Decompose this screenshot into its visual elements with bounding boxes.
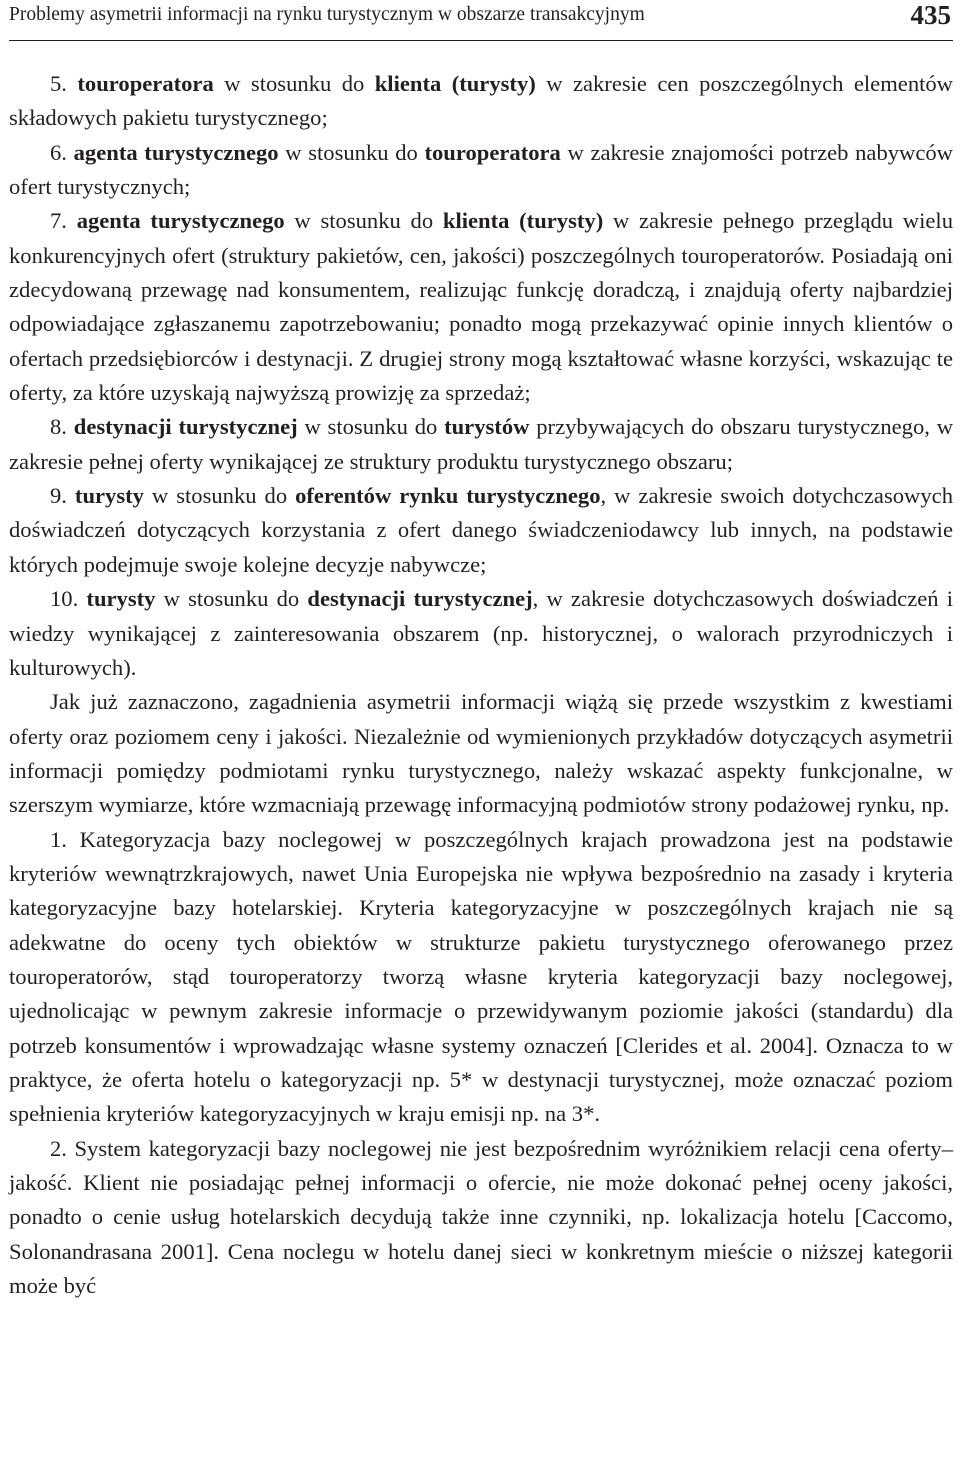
bold-term: touroperatora (424, 139, 561, 165)
body-paragraph: Jak już zaznaczono, zagadnienia asymetrii informacji wiążą się przede wszystkim z kwestiami oferty oraz poziomem ceny i jakości. Niezależnie od wymienionych przykładów dotyczących asymetrii informacji pomiędzy podmiotami rynku turystycznego, należy wskazać aspekty funkcjonalne, w szerszym wymiarze, które wzmacniają przewagę informacyjną podmiotów strony podażowej rynku, np. (9, 689, 953, 818)
list-item-8: 8. destynacji turystycznej w stosunku do turystów przybywających do obszaru turystycznego, w zakresie pełnej oferty wynikającej ze struktury produktu turystycznego obszaru; (9, 414, 954, 474)
list-item-10: 10. turysty w stosunku do destynacji turystycznej, w zakresie dotychczasowych doświadczeń i wiedzy wynikającej z zainteresowania obszarem (np. historycznej, o walorach przyrodniczych i kulturowych). (9, 586, 953, 680)
item-number: 7. (50, 208, 67, 234)
list-item-5: 5. touroperatora w stosunku do klienta (turysty) w zakresie cen poszczególnych elementów składowych pakietu turystycznego; (9, 71, 954, 131)
bold-term: destynacji turystycznej (73, 414, 298, 440)
list-item-9: 9. turysty w stosunku do oferentów rynku turystycznego, w zakresie swoich dotychczasowych doświadczeń dotyczących korzystania z ofert danego świadczeniodawcy lub innych, na podstawie których podejmuje swoje kolejne decyzje nabywcze; (9, 483, 953, 577)
bold-term: destynacji turystycznej (307, 586, 533, 612)
bold-term: turysty (74, 483, 144, 509)
bold-term: agenta turystycznego (76, 208, 285, 234)
item-number: 8. (50, 414, 67, 440)
running-header (9, 0, 953, 41)
item-number: 5. (50, 71, 67, 96)
bold-term: klienta (turysty) (374, 71, 536, 96)
bold-term: turystów (444, 414, 530, 440)
item-number: 10. (50, 586, 79, 612)
bold-term: klienta (turysty) (442, 208, 604, 234)
page-body (9, 41, 953, 1303)
bold-term: oferentów rynku turystycznego (295, 483, 601, 509)
bold-term: turysty (86, 586, 156, 612)
item-number: 6. (50, 139, 67, 165)
bold-term: agenta turystycznego (73, 139, 279, 165)
list-item-6: 6. agenta turystycznego w stosunku do touroperatora w zakresie znajomości potrzeb nabywców ofert turystycznych; (9, 139, 953, 200)
body-paragraph: 2. System kategoryzacji bazy noclegowej nie jest bezpośrednim wyróżnikiem relacji cena oferty–jakość. Klient nie posiadając pełnej informacji o ofercie, nie może dokonać pełnej oceny jakości, ponadto o cenie usług hotelarskich decydują także inne czynniki, np. lokalizacja hotelu [Caccomo, Solonandrasana 2001]. Cena noclegu w hotelu danej sieci w konkretnym mieście o niższej kategorii może być (9, 1135, 953, 1299)
page-number: 435 (910, 0, 951, 30)
item-number: 9. (50, 483, 67, 509)
list-item-7: 7. agenta turystycznego w stosunku do klienta (turysty) w zakresie pełnego przeglądu wielu konkurencyjnych ofert (struktury pakietów, cen, jakości) poszczególnych touroperatorów. Posiadają oni zdecydowaną przewagę nad konsumentem, realizując funkcję doradczą, i znajdują oferty najbardziej odpowiadające zgłaszanemu zapotrzebowaniu; ponadto mogą przekazywać opinie innych klientów o ofertach przedsiębiorców i destynacji. Z drugiej strony mogą kształtować własne korzyści, wskazując te oferty, za które uzyskają najwyższą prowizję za sprzedaż; (9, 208, 953, 406)
bold-term: touroperatora (77, 71, 214, 96)
running-title: Problemy asymetrii informacji na rynku turystycznym w obszarze transakcyjnym (9, 4, 645, 25)
body-paragraph: 1. Kategoryzacja bazy noclegowej w poszczególnych krajach prowadzona jest na podstawie kryteriów wewnątrzkrajowych, nawet Unia Europejska nie wpływa bezpośrednio na zasady i kryteria kategoryzacyjne bazy hotelarskiej. Kryteria kategoryzacyjne w poszczególnych krajach nie są adekwatne do oceny tych obiektów w strukturze pakietu turystycznego oferowanego przez touroperatorów, stąd touroperatorzy tworzą własne kryteria kategoryzacji bazy noclegowej, ujednolicając w pewnym zakresie informacje o przewidywanym poziomie jakości (standardu) dla potrzeb konsumentów i wprowadzając własne systemy oznaczeń [Clerides et al. 2004]. Oznacza to w praktyce, że oferta hotelu o kategoryzacji np. 5* w destynacji turystycznej, może oznaczać poziom spełnienia kryteriów kategoryzacyjnych w kraju emisji np. na 3*. (9, 826, 953, 1127)
